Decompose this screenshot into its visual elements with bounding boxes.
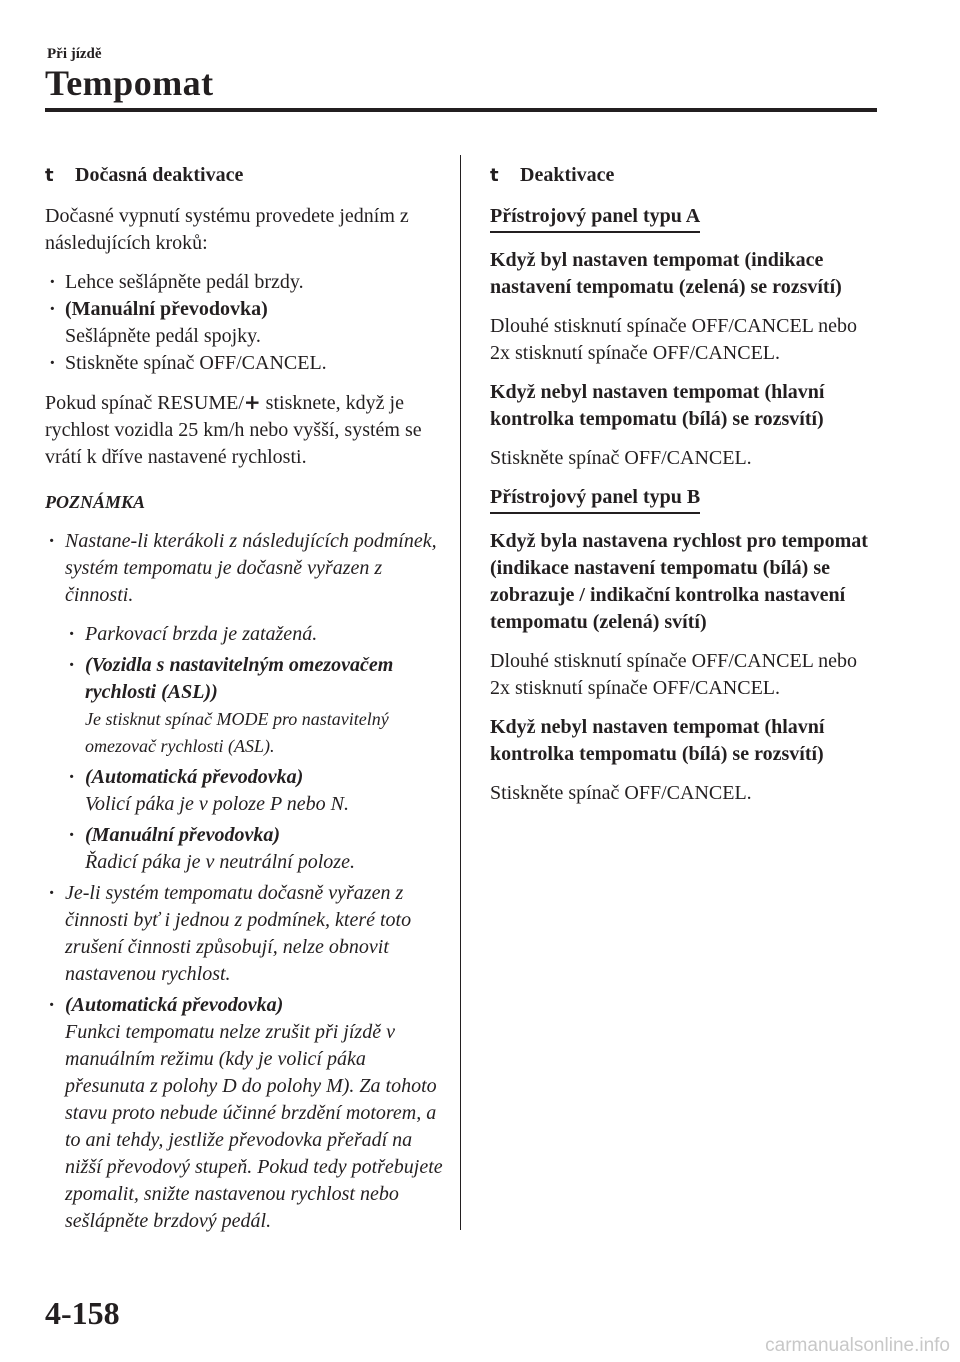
note-subitem: · Parkovací brzda je zatažená.	[65, 621, 445, 648]
triangle-marker-icon: t	[45, 165, 54, 186]
note-item: · Nastane-li kterákoli z následujících podmínek, systém tempomatu je dočasně vyřazen z činnosti.	[45, 528, 445, 609]
right-column	[490, 162, 880, 819]
note-subitem: · (Manuální převodovka) Řadicí páka je v neutrální poloze.	[65, 822, 445, 876]
list-item-bold: (Manuální převodovka)	[65, 298, 268, 320]
triangle-marker-icon: t	[490, 165, 499, 186]
resume-paragraph: Pokud spínač RESUME/+ stisknete, když je rychlost vozidla 25 km/h nebo vyšší, systém se vrátí k dříve nastavené rychlosti.	[45, 390, 422, 468]
paragraph: Stiskněte spínač OFF/CANCEL.	[490, 782, 752, 804]
title-rule	[45, 108, 877, 112]
intro-paragraph: Dočasné vypnutí systému provedete jedním z následujících kroků:	[45, 205, 409, 254]
subheading: Když nebyl nastaven tempomat (hlavní kontrolka tempomatu (bílá) se rozsvítí)	[490, 381, 825, 430]
section-heading-temporary-deactivation	[45, 162, 445, 189]
list-item: · Stiskněte spínač OFF/CANCEL.	[45, 350, 445, 377]
panel-type-a-title: Přístrojový panel typu A	[490, 203, 700, 233]
heading-text: Dočasná deaktivace	[75, 164, 244, 186]
note-sublist	[65, 621, 445, 876]
section-heading-deactivation	[490, 162, 880, 189]
subheading: Když byl nastaven tempomat (indikace nastavení tempomatu (zelená) se rozsvítí)	[490, 249, 842, 298]
section-label: Při jízdě	[47, 46, 102, 62]
list-item-text: Sešlápněte pedál spojky.	[65, 325, 261, 347]
column-divider	[460, 155, 461, 1230]
watermark: carmanualsonline.info	[765, 1335, 950, 1356]
paragraph: Dlouhé stisknutí spínače OFF/CANCEL nebo 2x stisknutí spínače OFF/CANCEL.	[490, 650, 858, 699]
note-label: POZNÁMKA	[45, 492, 146, 512]
subheading: Když nebyl nastaven tempomat (hlavní kontrolka tempomatu (bílá) se rozsvítí)	[490, 716, 825, 765]
note-item: · (Automatická převodovka) Funkci tempomatu nelze zrušit při jízdě v manuálním režimu (kdy je volicí páka přesunuta z polohy D do polohy M). Za tohoto stavu proto nebude účinné brzdění motorem, a to ani tehdy, jestliže převodovka přeřadí na nižší převodový stupeň. Pokud tedy potřebujete zpomalit, snižte nastavenou rychlost nebo sešlápněte brzdový pedál.	[45, 992, 445, 1235]
note-block	[45, 528, 445, 1235]
paragraph: Stiskněte spínač OFF/CANCEL.	[490, 447, 752, 469]
page-number: 4-158	[45, 1295, 120, 1331]
panel-type-b-title: Přístrojový panel typu B	[490, 484, 700, 514]
note-item: · Je-li systém tempomatu dočasně vyřazen z činnosti byť i jednou z podmínek, které toto zrušení činnosti způsobují, nelze obnovit nastavenou rychlost.	[45, 880, 445, 988]
left-column	[45, 162, 445, 1239]
subheading: Když byla nastavena rychlost pro tempomat (indikace nastavení tempomatu (bílá) se zobrazuje / indikační kontrolka nastavení tempomatu (zelená) svítí)	[490, 530, 868, 633]
page-title: Tempomat	[45, 63, 214, 103]
note-subitem: · (Vozidla s nastavitelným omezovačem rychlosti (ASL)) Je stisknut spínač MODE pro nastavitelný omezovač rychlosti (ASL).	[65, 652, 445, 760]
list-item	[45, 296, 445, 350]
paragraph: Dlouhé stisknutí spínače OFF/CANCEL nebo 2x stisknutí spínače OFF/CANCEL.	[490, 315, 858, 364]
note-subitem: · (Automatická převodovka) Volicí páka je v poloze P nebo N.	[65, 764, 445, 818]
heading-text: Deaktivace	[520, 164, 615, 186]
plus-icon: +	[243, 390, 261, 414]
list-item: · Lehce sešlápněte pedál brzdy.	[45, 269, 445, 296]
